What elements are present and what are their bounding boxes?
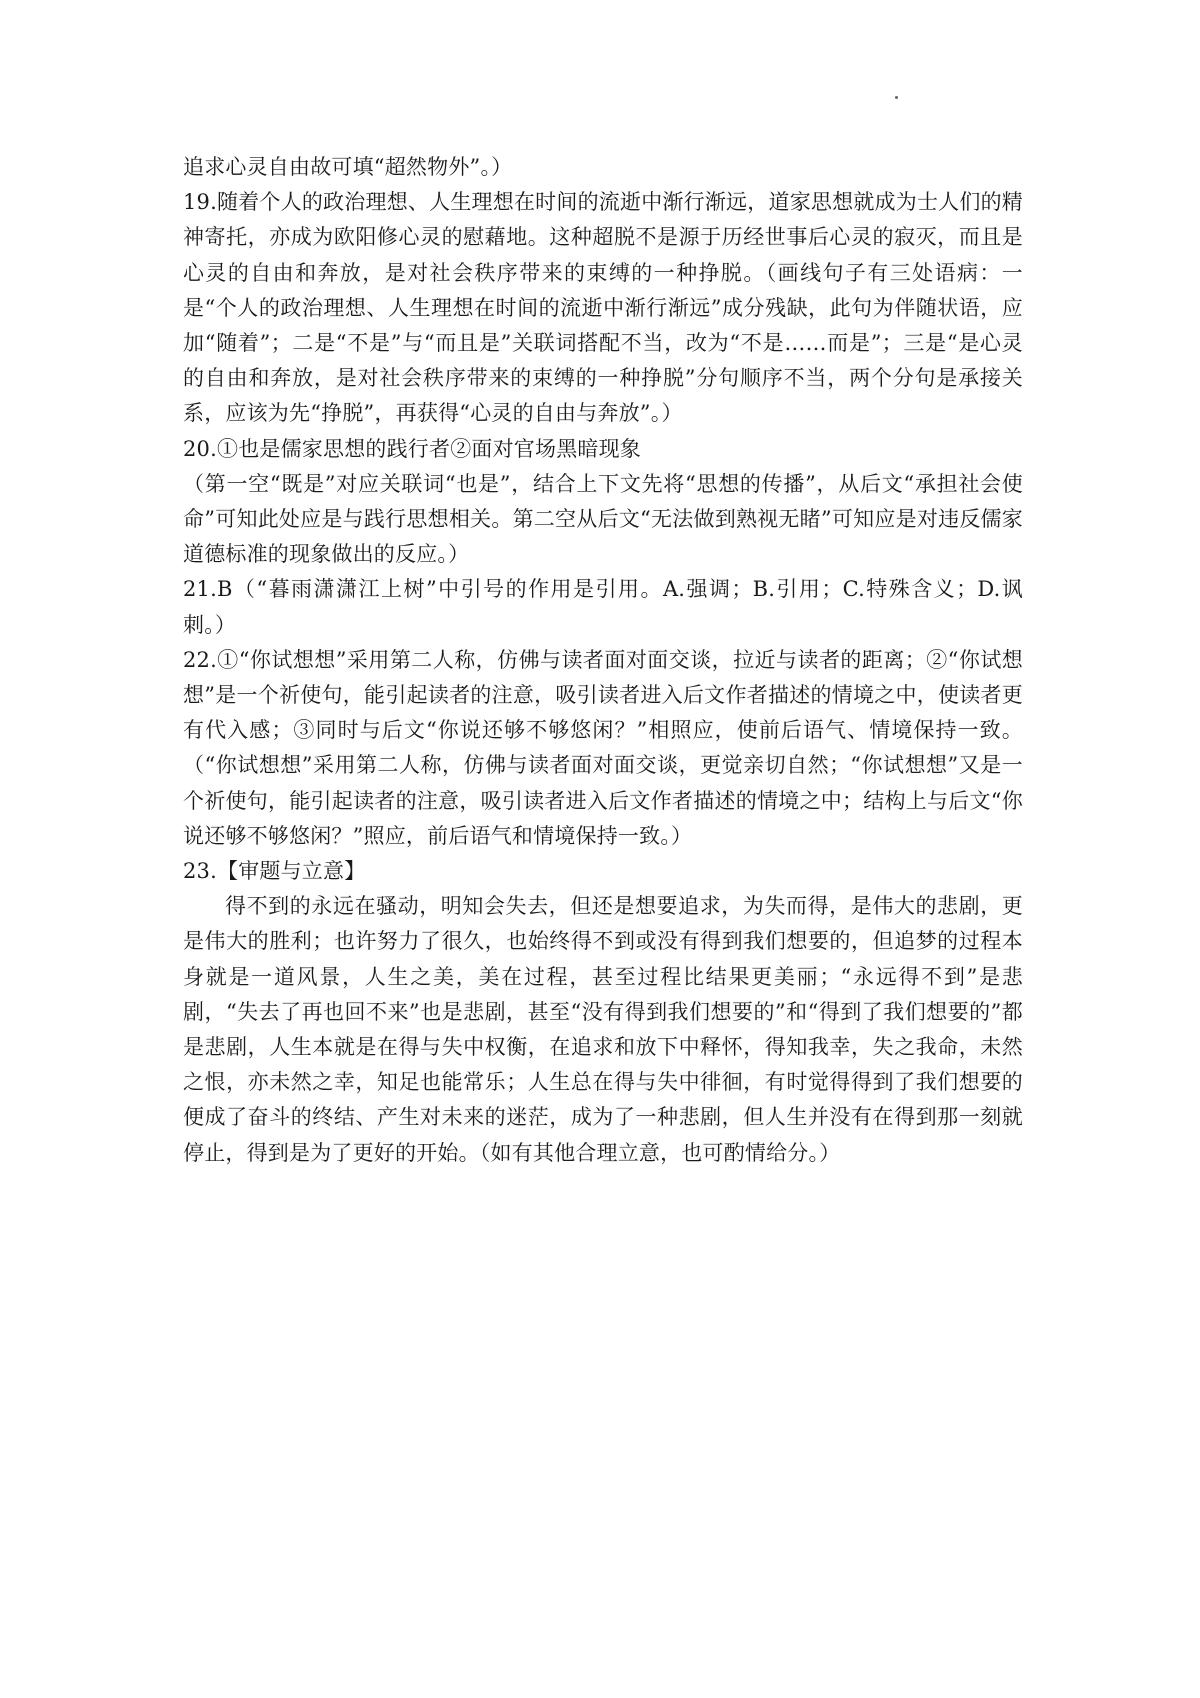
answer-18-tail: 追求心灵自由故可填“超然物外”。） [183, 155, 513, 179]
answer-23-heading: 23.【审题与立意】 [183, 859, 366, 884]
answer-20: 20.①也是儒家思想的践行者②面对官场黑暗现象 [183, 436, 641, 461]
answer-23-body: 得不到的永远在骚动，明知会失去，但还是想要追求，为失而得，是伟大的悲剧，更是伟大的胜利；也许努力了很久，也始终得不到或没有得到我们想要的，但追梦的过程本身就是一道风景，人生之美，美在过程，甚至过程比结果更美丽；“永远得不到”是悲剧，“失去了再也回不来”也是悲剧，甚至“没有得到我们想要的”和“得到了我们想要的”都是悲剧，人生本就是在得与失中权衡，在追求和放下中释怀，得知我幸，失之我命，未然之恨，亦未然之幸，知足也能常乐；人生总在得与失中徘徊，有时觉得得到了我们想要的便成了奋斗的终结、产生对未来的迷茫，成为了一种悲剧，但人生并没有在得到那一刻就停止，得到是为了更好的开始。（如有其他合理立意，也可酌情给分。） [183, 894, 1023, 1165]
answer-19: 19.随着个人的政治理想、人生理想在时间的流逝中渐行渐远，道家思想就成为士人们的精神寄托，亦成为欧阳修心灵的慰藉地。这种超脱不是源于历经世事后心灵的寂灭，而且是心灵的自由和奔放，是对社会秩序带来的束缚的一种挣脱。（画线句子有三处语病：一是“个人的政治理想、人生理想在时间的流逝中渐行渐远”成分残缺，此句为伴随状语，应加“随着”；二是“不是”与“而且是”关联词搭配不当，改为“不是……而是”；三是“是心灵的自由和奔放，是对社会秩序带来的束缚的一种挣脱”分句顺序不当，两个分句是承接关系，应该为先“挣脱”，再获得“心灵的自由与奔放”。） [183, 190, 1023, 426]
answer-20-explanation: （第一空“既是”对应关联词“也是”，结合上下文先将“思想的传播”，从后文“承担社会使命”可知此处应是与践行思想相关。第二空从后文“无法做到熟视无睹”可知应是对违反儒家道德标准的现象做出的反应。） [183, 471, 1023, 567]
answer-21: 21.B（“暮雨潇潇江上树”中引号的作用是引用。A.强调；B.引用；C.特殊含义；D.讽刺。） [183, 577, 1023, 637]
page-mark-dot [895, 96, 898, 99]
answer-22: 22.①“你试想想”采用第二人称，仿佛与读者面对面交谈，拉近与读者的距离；②“你试想想”是一个祈使句，能引起读者的注意，吸引读者进入后文作者描述的情境之中，使读者更有代入感；③同时与后文“你说还够不够悠闲？”相照应，使前后语气、情境保持一致。（“你试想想”采用第二人称，仿佛与读者面对面交谈，更觉亲切自然；“你试想想”又是一个祈使句，能引起读者的注意，吸引读者进入后文作者描述的情境之中；结构上与后文“你说还够不够悠闲？”照应，前后语气和情境保持一致。） [183, 647, 1023, 848]
document-body [183, 150, 1023, 1171]
